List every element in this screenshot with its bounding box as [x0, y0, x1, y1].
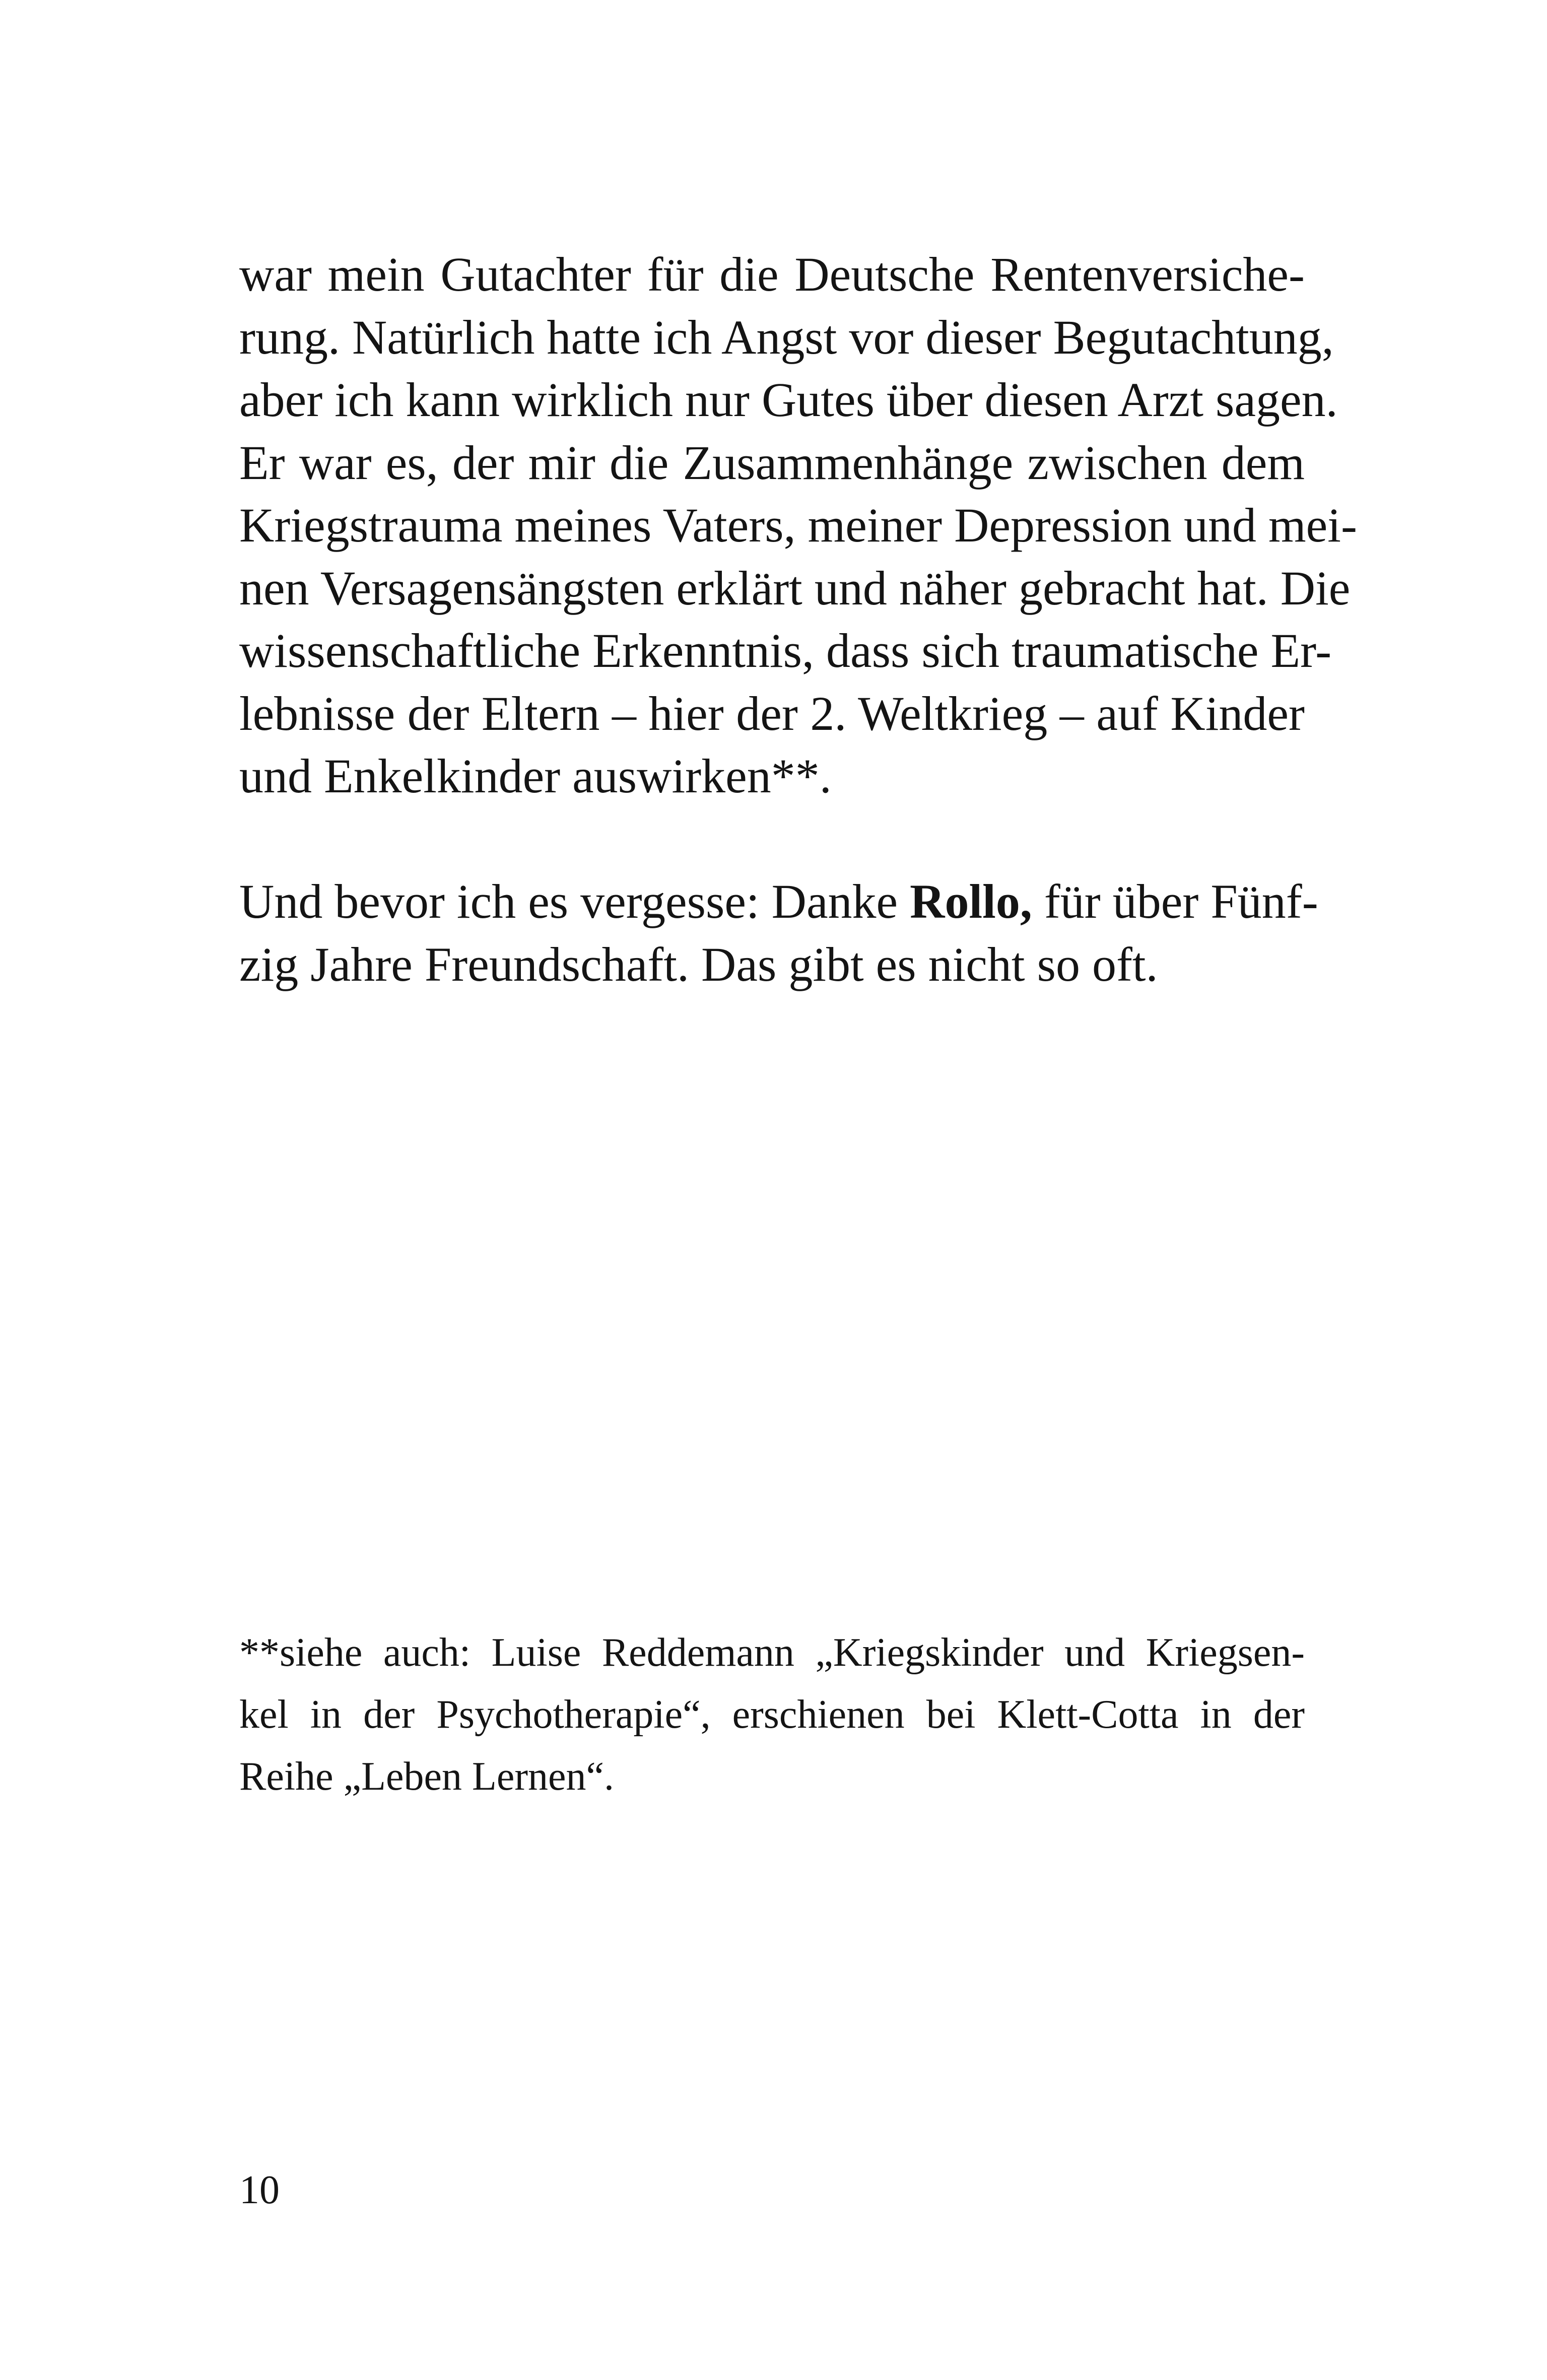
text-segment: für über Fünf- — [1032, 874, 1318, 928]
text-line: Kriegstrauma meines Vaters, meiner Depression und mei- — [239, 498, 1357, 552]
paragraph-2 — [239, 870, 1318, 996]
text-line: nen Versagensängsten erklärt und näher gebracht hat. Die — [239, 561, 1351, 615]
text-line — [239, 870, 1318, 933]
paragraph-1 — [239, 243, 1357, 808]
bold-name: Rollo, — [910, 874, 1032, 928]
text-line: lebnisse der Eltern – hier der 2. Weltkrieg – auf Kinder — [239, 686, 1305, 740]
text-line: war mein Gutachter für die Deutsche Rentenversiche- — [239, 247, 1305, 301]
text-line: aber ich kann wirklich nur Gutes über diesen Arzt sagen. — [239, 373, 1338, 427]
text-line: wissenschaftliche Erkenntnis, dass sich traumatische Er- — [239, 624, 1332, 677]
text-line: Er war es, der mir die Zusammenhänge zwischen dem — [239, 435, 1305, 490]
footnote-line: kel in der Psychotherapie“, erschienen bei Klett-Cotta in der — [239, 1692, 1305, 1737]
text-segment: Und bevor ich es vergesse: Danke — [239, 874, 910, 928]
footnote-line: **siehe auch: Luise Reddemann „Kriegskinder und Kriegsen- — [239, 1630, 1305, 1675]
page-number: 10 — [239, 2168, 280, 2212]
footnote — [239, 1622, 1305, 1808]
text-line: rung. Natürlich hatte ich Angst vor dieser Begutachtung, — [239, 310, 1334, 364]
text-line: und Enkelkinder auswirken**. — [239, 749, 832, 803]
footnote-line: Reihe „Leben Lernen“. — [239, 1754, 615, 1799]
text-line: zig Jahre Freundschaft. Das gibt es nicht so oft. — [239, 937, 1158, 991]
